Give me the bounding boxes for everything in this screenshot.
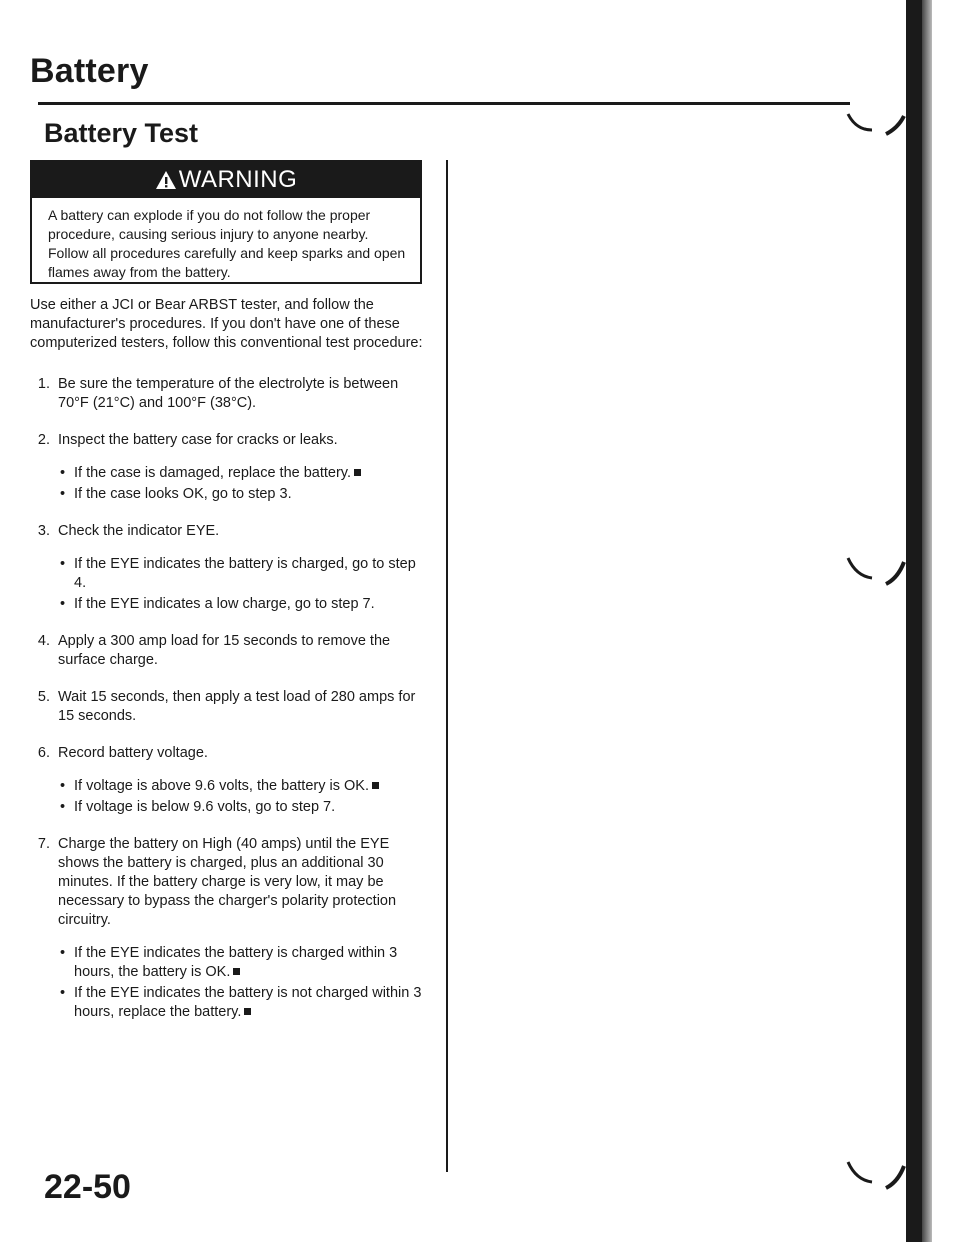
procedure-step xyxy=(30,431,426,504)
step-sublist xyxy=(58,777,426,817)
bullet-icon: • xyxy=(60,799,66,815)
step-subitem xyxy=(58,464,426,483)
end-of-procedure-icon xyxy=(244,1008,251,1015)
step-number: 7. xyxy=(37,836,50,852)
step-number: 1. xyxy=(37,376,50,392)
procedure-column xyxy=(30,296,426,1040)
intro-paragraph: Use either a JCI or Bear ARBST tester, and follow the manufacturer's procedures. If you don't have one of these computerized testers, follow this conventional test procedure: xyxy=(30,297,423,351)
subitem-text: If the EYE indicates the battery is not charged within 3 hours, replace the battery. xyxy=(74,985,422,1020)
warning-triangle-icon xyxy=(155,170,177,190)
procedure-step xyxy=(30,522,426,614)
end-of-procedure-icon xyxy=(372,782,379,789)
header-rule xyxy=(38,102,850,105)
bullet-icon: • xyxy=(60,486,66,502)
bullet-icon: • xyxy=(60,556,66,572)
step-sublist xyxy=(58,944,426,1022)
step-subitem xyxy=(58,798,426,817)
page-number: 22-50 xyxy=(44,1168,131,1206)
step-text: Wait 15 seconds, then apply a test load of 280 amps for 15 seconds. xyxy=(58,689,416,724)
step-sublist xyxy=(58,555,426,614)
warning-box xyxy=(30,160,422,284)
subitem-text: If the EYE indicates the battery is charged, go to step 4. xyxy=(74,556,416,591)
bullet-icon: • xyxy=(60,596,66,612)
step-text: Check the indicator EYE. xyxy=(58,523,220,539)
procedure-step xyxy=(30,375,426,413)
warning-label: WARNING xyxy=(178,166,298,193)
step-text: Charge the battery on High (40 amps) until the EYE shows the battery is charged, plus an additional 30 minutes. If the battery charge is very low, it may be necessary to bypass the charger's polarity protection circuitry. xyxy=(58,836,397,928)
procedure-step xyxy=(30,835,426,1022)
warning-header xyxy=(32,162,420,198)
step-number: 5. xyxy=(37,689,50,705)
step-number: 2. xyxy=(37,432,50,448)
page-edge-bar xyxy=(906,0,922,1242)
step-subitem xyxy=(58,984,426,1022)
step-number: 6. xyxy=(37,745,50,761)
section-title: Battery Test xyxy=(44,118,199,148)
step-text: Be sure the temperature of the electrolyte is between 70°F (21°C) and 100°F (38°C). xyxy=(58,376,399,411)
step-subitem xyxy=(58,555,426,593)
binding-mark-icon xyxy=(846,112,906,138)
step-text: Inspect the battery case for cracks or leaks. xyxy=(58,432,338,448)
end-of-procedure-icon xyxy=(233,968,240,975)
procedure-step xyxy=(30,688,426,726)
subitem-text: If voltage is above 9.6 volts, the battery is OK. xyxy=(74,778,369,794)
step-number: 3. xyxy=(37,523,50,539)
step-number: 4. xyxy=(37,633,50,649)
bullet-icon: • xyxy=(60,465,66,481)
step-sublist xyxy=(58,464,426,504)
warning-text: A battery can explode if you do not follow the proper procedure, causing serious injury to anyone nearby. Follow all procedures carefully and keep sparks and open flames away from the battery. xyxy=(48,207,406,280)
step-subitem xyxy=(58,595,426,614)
step-subitem xyxy=(58,777,426,796)
end-of-procedure-icon xyxy=(354,469,361,476)
subitem-text: If the case is damaged, replace the battery. xyxy=(74,465,352,481)
step-text: Apply a 300 amp load for 15 seconds to remove the surface charge. xyxy=(58,633,391,668)
step-subitem xyxy=(58,485,426,504)
bullet-icon: • xyxy=(60,945,66,961)
binding-mark-icon xyxy=(846,556,906,590)
bullet-icon: • xyxy=(60,985,66,1001)
column-divider xyxy=(446,160,448,1172)
step-subitem xyxy=(58,944,426,982)
chapter-title: Battery xyxy=(30,52,149,90)
subitem-text: If voltage is below 9.6 volts, go to step 7. xyxy=(74,799,336,815)
binding-mark-icon xyxy=(846,1160,906,1194)
procedure-step xyxy=(30,632,426,670)
subitem-text: If the case looks OK, go to step 3. xyxy=(74,486,292,502)
subitem-text: If the EYE indicates a low charge, go to step 7. xyxy=(74,596,375,612)
page-edge-shadow xyxy=(922,0,932,1242)
subitem-text: If the EYE indicates the battery is charged within 3 hours, the battery is OK. xyxy=(74,945,398,980)
bullet-icon: • xyxy=(60,778,66,794)
step-text: Record battery voltage. xyxy=(58,745,208,761)
procedure-steps xyxy=(30,375,426,1022)
procedure-step xyxy=(30,744,426,817)
